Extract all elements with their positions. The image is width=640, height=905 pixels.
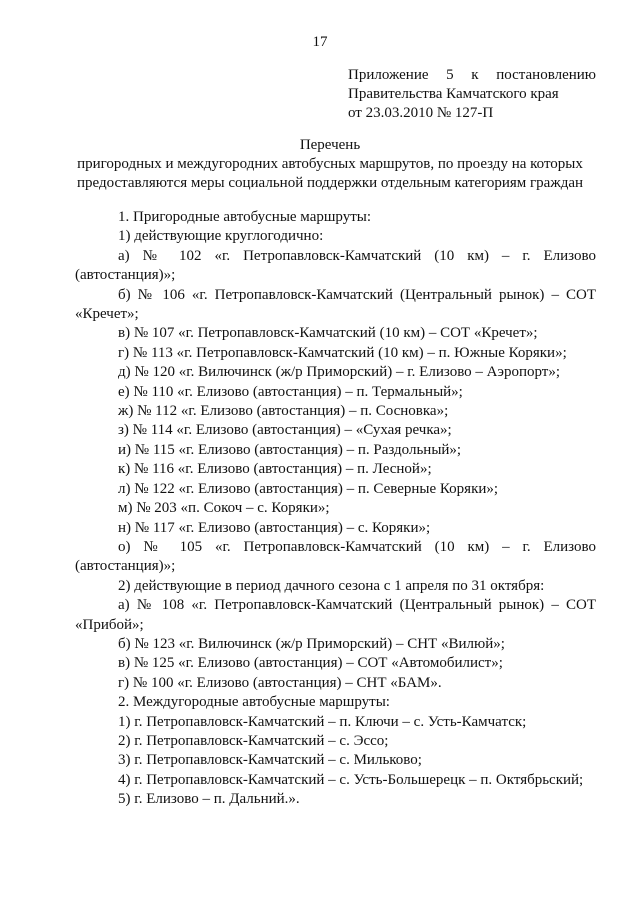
route-item: е) № 110 «г. Елизово (автостанция) – п. Термальный»; bbox=[118, 383, 463, 400]
subsection-1-heading: 1) действующие круглогодично: bbox=[118, 228, 324, 245]
title-line-1: Перечень bbox=[299, 137, 361, 153]
route-item: к) № 116 «г. Елизово (автостанция) – п. Лесной»; bbox=[118, 461, 432, 478]
route-item: з) № 114 «г. Елизово (автостанция) – «Сухая речка»; bbox=[118, 422, 452, 439]
route-item: 5) г. Елизово – п. Дальний.». bbox=[118, 791, 300, 808]
route-item: 1) г. Петропавловск-Камчатский – п. Ключи – с. Усть-Камчатск; bbox=[118, 713, 527, 730]
route-item: в) № 125 «г. Елизово (автостанция) – СОТ «Автомобилист»; bbox=[118, 655, 503, 672]
seasonal-route-list bbox=[75, 596, 596, 693]
round-year-route-list bbox=[75, 247, 596, 577]
route-item: 2) г. Петропавловск-Камчатский – с. Эссо; bbox=[118, 732, 389, 749]
document-title bbox=[70, 136, 590, 193]
route-item: б) № 123 «г. Вилючинск (ж/р Приморский) – СНТ «Вилюй»; bbox=[118, 635, 505, 652]
appendix-line-3: от 23.03.2010 № 127-П bbox=[348, 105, 494, 121]
section-1-heading: 1. Пригородные автобусные маршруты: bbox=[118, 209, 372, 225]
appendix-header bbox=[348, 66, 596, 123]
route-item: а) № 108 «г. Петропавловск-Камчатский (Центральный рынок) – СОТ bbox=[118, 597, 596, 614]
route-item: м) № 203 «п. Сокоч – с. Коряки»; bbox=[118, 500, 330, 517]
route-item-continuation: «Кречет»; bbox=[75, 306, 139, 323]
appendix-line-1: Приложение 5 к постановлению bbox=[348, 67, 596, 83]
route-item-continuation: (автостанция)»; bbox=[75, 267, 176, 284]
route-item: д) № 120 «г. Вилючинск (ж/р Приморский) – г. Елизово – Аэропорт»; bbox=[118, 364, 560, 381]
route-item: л) № 122 «г. Елизово (автостанция) – п. Северные Коряки»; bbox=[118, 480, 499, 497]
route-item: а) № 102 «г. Петропавловск-Камчатский (10 км) – г. Елизово bbox=[118, 247, 596, 264]
intercity-route-list bbox=[75, 713, 596, 810]
page-number: 17 bbox=[312, 34, 328, 50]
route-item: г) № 113 «г. Петропавловск-Камчатский (10 км) – п. Южные Коряки»; bbox=[118, 344, 567, 361]
route-item: о) № 105 «г. Петропавловск-Камчатский (10 км) – г. Елизово bbox=[118, 538, 596, 555]
route-item: ж) № 112 «г. Елизово (автостанция) – п. Сосновка»; bbox=[118, 403, 449, 420]
document-body bbox=[75, 208, 596, 810]
subsection-2-heading: 2) действующие в период дачного сезона с 1 апреля по 31 октября: bbox=[118, 577, 545, 594]
route-item: и) № 115 «г. Елизово (автостанция) – п. Раздольный»; bbox=[118, 441, 462, 458]
route-item: б) № 106 «г. Петропавловск-Камчатский (Центральный рынок) – СОТ bbox=[118, 286, 596, 303]
route-item: 4) г. Петропавловск-Камчатский – с. Усть-Большерецк – п. Октябрьский; bbox=[118, 771, 584, 788]
title-line-2: пригородных и междугородних автобусных маршрутов, по проезду на которых bbox=[77, 156, 583, 172]
route-item: 3) г. Петропавловск-Камчатский – с. Мильково; bbox=[118, 752, 422, 769]
appendix-line-2: Правительства Камчатского края bbox=[348, 86, 559, 102]
route-item-continuation: «Прибой»; bbox=[75, 616, 144, 633]
section-2-heading: 2. Междугородные автобусные маршруты: bbox=[118, 694, 390, 711]
title-line-3: предоставляются меры социальной поддержки отдельным категориям граждан bbox=[76, 175, 584, 191]
route-item: н) № 117 «г. Елизово (автостанция) – с. Коряки»; bbox=[118, 519, 431, 536]
route-item-continuation: (автостанция)»; bbox=[75, 558, 176, 575]
route-item: г) № 100 «г. Елизово (автостанция) – СНТ «БАМ». bbox=[118, 674, 442, 691]
route-item: в) № 107 «г. Петропавловск-Камчатский (10 км) – СОТ «Кречет»; bbox=[118, 325, 538, 342]
